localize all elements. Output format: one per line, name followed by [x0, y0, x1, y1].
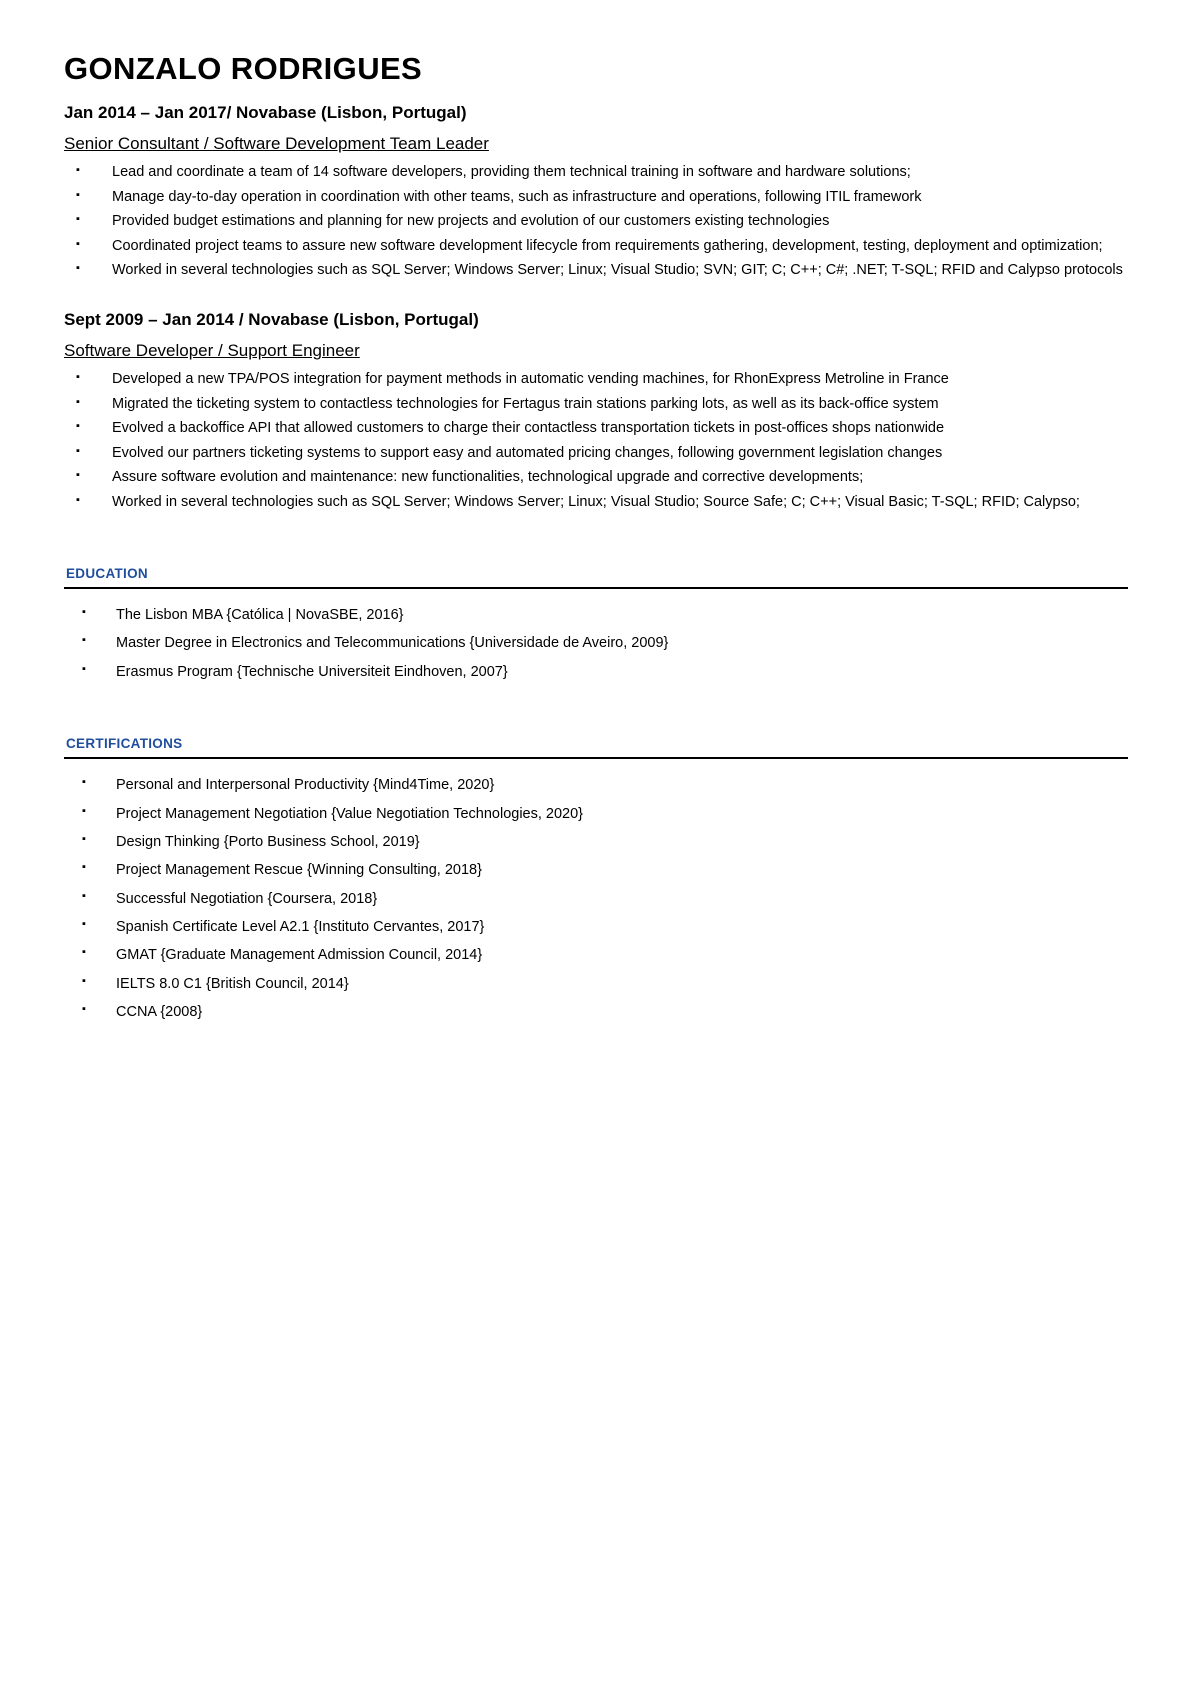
list-item: ▪ Erasmus Program {Technische Universiteit Eindhoven, 2007}: [64, 660, 1128, 684]
divider: [64, 757, 1128, 759]
experience-dates: Jan 2014 – Jan 2017/ Novabase (Lisbon, Portugal): [64, 103, 467, 123]
section-heading-certifications: CERTIFICATIONS: [66, 736, 183, 752]
experience-entry-2: [64, 309, 1128, 514]
list-item: ▪ Manage day-to-day operation in coordination with other teams, such as infrastructure and operations, following ITIL framework: [64, 186, 1128, 209]
certifications-list: [64, 773, 1128, 1024]
list-item: ▪ Personal and Interpersonal Productivity {Mind4Time, 2020}: [64, 773, 1128, 797]
certifications-section: [64, 736, 1128, 1024]
list-item: ▪ GMAT {Graduate Management Admission Council, 2014}: [64, 943, 1128, 967]
education-section: [64, 566, 1128, 684]
experience-dates: Sept 2009 – Jan 2014 / Novabase (Lisbon, Portugal): [64, 309, 479, 329]
list-item: ▪ Worked in several technologies such as SQL Server; Windows Server; Linux; Visual Studio; Source Safe; C; C++; Visual Basic; T-SQL; RFID; Calypso;: [64, 491, 1128, 514]
divider: [64, 587, 1128, 589]
list-item: ▪ Master Degree in Electronics and Telecommunications {Universidade de Aveiro, 2009}: [64, 631, 1128, 655]
education-list: [64, 603, 1128, 684]
list-item: ▪ Project Management Rescue {Winning Consulting, 2018}: [64, 858, 1128, 882]
list-item: ▪ Evolved our partners ticketing systems to support easy and automated pricing changes, following government legislation changes: [64, 442, 1128, 465]
list-item: ▪ Successful Negotiation {Coursera, 2018}: [64, 887, 1128, 911]
list-item: ▪ Project Management Negotiation {Value Negotiation Technologies, 2020}: [64, 802, 1128, 826]
list-item: ▪ Assure software evolution and maintenance: new functionalities, technological upgrade and corrective developments;: [64, 466, 1128, 489]
list-item: ▪ Evolved a backoffice API that allowed customers to charge their contactless transportation tickets in post-offices shops nationwide: [64, 417, 1128, 440]
experience-role: Software Developer / Support Engineer: [64, 341, 360, 361]
list-item: ▪ Spanish Certificate Level A2.1 {Instituto Cervantes, 2017}: [64, 915, 1128, 939]
list-item: ▪ Migrated the ticketing system to contactless technologies for Fertagus train stations parking lots, as well as its back-office system: [64, 393, 1128, 416]
page-title: GONZALO RODRIGUES: [64, 51, 423, 86]
list-item: ▪ Lead and coordinate a team of 14 software developers, providing them technical training in software and hardware solutions;: [64, 161, 1128, 184]
experience-bullet-list: [64, 161, 1128, 282]
list-item: ▪ Developed a new TPA/POS integration for payment methods in automatic vending machines, for RhonExpress Metroline in France: [64, 368, 1128, 391]
experience-bullet-list: [64, 368, 1128, 514]
list-item: ▪ Provided budget estimations and planning for new projects and evolution of our customers existing technologies: [64, 210, 1128, 233]
list-item: ▪ Coordinated project teams to assure new software development lifecycle from requirements gathering, development, testing, deployment and optimization;: [64, 235, 1128, 258]
list-item: ▪ Worked in several technologies such as SQL Server; Windows Server; Linux; Visual Studio; SVN; GIT; C; C++; C#; .NET; T-SQL; RFID and Calypso protocols: [64, 259, 1128, 282]
experience-role: Senior Consultant / Software Development Team Leader: [64, 134, 489, 154]
section-heading-education: EDUCATION: [66, 566, 148, 582]
list-item: ▪ The Lisbon MBA {Católica | NovaSBE, 2016}: [64, 603, 1128, 627]
list-item: ▪ CCNA {2008}: [64, 1000, 1128, 1024]
experience-entry-1: [64, 102, 1128, 283]
list-item: ▪ Design Thinking {Porto Business School, 2019}: [64, 830, 1128, 854]
list-item: ▪ IELTS 8.0 C1 {British Council, 2014}: [64, 972, 1128, 996]
